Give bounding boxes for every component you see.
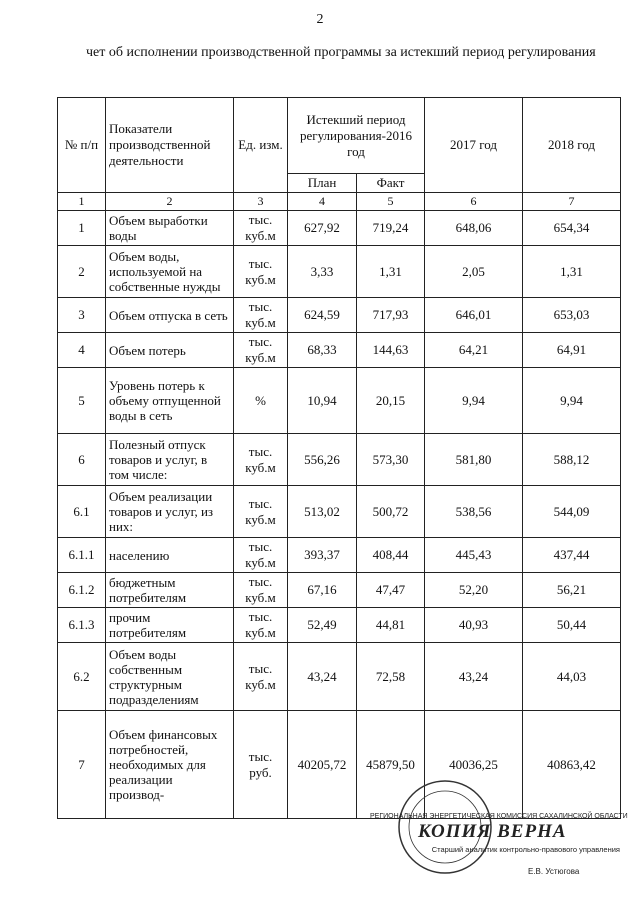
row-2018-value: 654,34 xyxy=(523,211,621,246)
row-unit: тыс. куб.м xyxy=(234,434,288,486)
row-number: 5 xyxy=(58,368,106,434)
row-unit: тыс. куб.м xyxy=(234,298,288,333)
row-2017-value: 40036,25 xyxy=(425,711,523,819)
row-2018-value: 50,44 xyxy=(523,608,621,643)
row-unit: тыс. куб.м xyxy=(234,643,288,711)
row-indicator: Объем реализации товаров и услуг, из них: xyxy=(106,486,234,538)
row-fact-value: 408,44 xyxy=(357,538,425,573)
row-2018-value: 1,31 xyxy=(523,246,621,298)
row-plan-value: 10,94 xyxy=(288,368,357,434)
row-plan-value: 40205,72 xyxy=(288,711,357,819)
header-fact: Факт xyxy=(357,174,425,193)
row-plan-value: 68,33 xyxy=(288,333,357,368)
row-unit: тыс. куб.м xyxy=(234,246,288,298)
row-fact-value: 500,72 xyxy=(357,486,425,538)
row-fact-value: 47,47 xyxy=(357,573,425,608)
document-heading: чет об исполнении производственной программы за истекший период регулирования xyxy=(86,45,596,60)
row-plan-value: 393,37 xyxy=(288,538,357,573)
header-num: № п/п xyxy=(58,98,106,193)
row-plan-value: 43,24 xyxy=(288,643,357,711)
stamp-organization: РЕГИОНАЛЬНАЯ ЭНЕРГЕТИЧЕСКАЯ КОМИССИЯ САХАЛИНСКОЙ ОБЛАСТИ xyxy=(370,813,628,820)
header-2017: 2017 год xyxy=(425,98,523,193)
row-indicator: населению xyxy=(106,538,234,573)
row-indicator: Полезный отпуск товаров и услуг, в том числе: xyxy=(106,434,234,486)
row-number: 2 xyxy=(58,246,106,298)
row-unit: тыс. руб. xyxy=(234,711,288,819)
row-fact-value: 144,63 xyxy=(357,333,425,368)
table-row xyxy=(58,573,621,608)
row-indicator: Объем финансовых потребностей, необходимых для реализации производ- xyxy=(106,711,234,819)
row-number: 6.1.1 xyxy=(58,538,106,573)
row-2018-value: 9,94 xyxy=(523,368,621,434)
column-index: 3 xyxy=(234,193,288,211)
row-plan-value: 52,49 xyxy=(288,608,357,643)
table-row xyxy=(58,486,621,538)
row-fact-value: 72,58 xyxy=(357,643,425,711)
row-unit: тыс. куб.м xyxy=(234,608,288,643)
row-2018-value: 437,44 xyxy=(523,538,621,573)
stamp-copy-text: КОПИЯ ВЕРНА xyxy=(418,821,567,842)
column-index: 4 xyxy=(288,193,357,211)
stamp-signatory: Е.В. Устюгова xyxy=(528,867,580,876)
header-period: Истекший период регулирования-2016 год xyxy=(288,98,425,174)
page-number: 2 xyxy=(316,12,324,27)
row-fact-value: 1,31 xyxy=(357,246,425,298)
table-row xyxy=(58,538,621,573)
row-unit: тыс. куб.м xyxy=(234,573,288,608)
row-plan-value: 513,02 xyxy=(288,486,357,538)
row-number: 6 xyxy=(58,434,106,486)
certification-stamp xyxy=(370,775,628,880)
row-number: 6.2 xyxy=(58,643,106,711)
row-plan-value: 67,16 xyxy=(288,573,357,608)
row-number: 4 xyxy=(58,333,106,368)
row-indicator: прочим потребителям xyxy=(106,608,234,643)
row-2018-value: 40863,42 xyxy=(523,711,621,819)
row-2018-value: 44,03 xyxy=(523,643,621,711)
row-fact-value: 44,81 xyxy=(357,608,425,643)
row-plan-value: 3,33 xyxy=(288,246,357,298)
row-2017-value: 64,21 xyxy=(425,333,523,368)
row-number: 1 xyxy=(58,211,106,246)
row-number: 6.1.2 xyxy=(58,573,106,608)
table-row xyxy=(58,298,621,333)
row-unit: тыс. куб.м xyxy=(234,333,288,368)
table-row xyxy=(58,608,621,643)
row-fact-value: 717,93 xyxy=(357,298,425,333)
row-indicator: Объем воды, используемой на собственные нужды xyxy=(106,246,234,298)
header-indicator: Показатели производственной деятельности xyxy=(106,98,234,193)
row-2017-value: 43,24 xyxy=(425,643,523,711)
row-2017-value: 445,43 xyxy=(425,538,523,573)
row-indicator: Объем воды собственным структурным подразделениям xyxy=(106,643,234,711)
row-2017-value: 9,94 xyxy=(425,368,523,434)
table-row xyxy=(58,246,621,298)
column-index: 1 xyxy=(58,193,106,211)
row-2017-value: 581,80 xyxy=(425,434,523,486)
column-index: 6 xyxy=(425,193,523,211)
row-2017-value: 648,06 xyxy=(425,211,523,246)
column-index: 5 xyxy=(357,193,425,211)
row-2017-value: 2,05 xyxy=(425,246,523,298)
row-plan-value: 624,59 xyxy=(288,298,357,333)
row-2017-value: 646,01 xyxy=(425,298,523,333)
row-2018-value: 588,12 xyxy=(523,434,621,486)
row-unit: тыс. куб.м xyxy=(234,486,288,538)
production-program-table xyxy=(57,97,628,820)
table-row xyxy=(58,368,621,434)
row-2018-value: 544,09 xyxy=(523,486,621,538)
column-index: 7 xyxy=(523,193,621,211)
column-index-row xyxy=(58,193,621,211)
row-2017-value: 52,20 xyxy=(425,573,523,608)
row-number: 6.1.3 xyxy=(58,608,106,643)
header-2018: 2018 год xyxy=(523,98,621,193)
row-number: 3 xyxy=(58,298,106,333)
row-number: 6.1 xyxy=(58,486,106,538)
row-2018-value: 653,03 xyxy=(523,298,621,333)
row-unit: тыс. куб.м xyxy=(234,538,288,573)
row-unit: тыс. куб.м xyxy=(234,211,288,246)
row-plan-value: 627,92 xyxy=(288,211,357,246)
row-fact-value: 20,15 xyxy=(357,368,425,434)
table-row xyxy=(58,643,621,711)
row-2017-value: 538,56 xyxy=(425,486,523,538)
row-fact-value: 719,24 xyxy=(357,211,425,246)
row-2017-value: 40,93 xyxy=(425,608,523,643)
table-row xyxy=(58,434,621,486)
row-indicator: Объем потерь xyxy=(106,333,234,368)
row-fact-value: 573,30 xyxy=(357,434,425,486)
row-2018-value: 56,21 xyxy=(523,573,621,608)
row-plan-value: 556,26 xyxy=(288,434,357,486)
header-unit: Ед. изм. xyxy=(234,98,288,193)
header-plan: План xyxy=(288,174,357,193)
table-row xyxy=(58,211,621,246)
row-unit: % xyxy=(234,368,288,434)
row-fact-value: 45879,50 xyxy=(357,711,425,819)
row-number: 7 xyxy=(58,711,106,819)
table-row xyxy=(58,333,621,368)
column-index: 2 xyxy=(106,193,234,211)
row-indicator: Уровень потерь к объему отпущенной воды в сеть xyxy=(106,368,234,434)
stamp-position: Старший аналитик контрольно-правового управления xyxy=(431,845,620,854)
row-indicator: Объем отпуска в сеть xyxy=(106,298,234,333)
row-2018-value: 64,91 xyxy=(523,333,621,368)
row-indicator: бюджетным потребителям xyxy=(106,573,234,608)
row-indicator: Объем выработки воды xyxy=(106,211,234,246)
